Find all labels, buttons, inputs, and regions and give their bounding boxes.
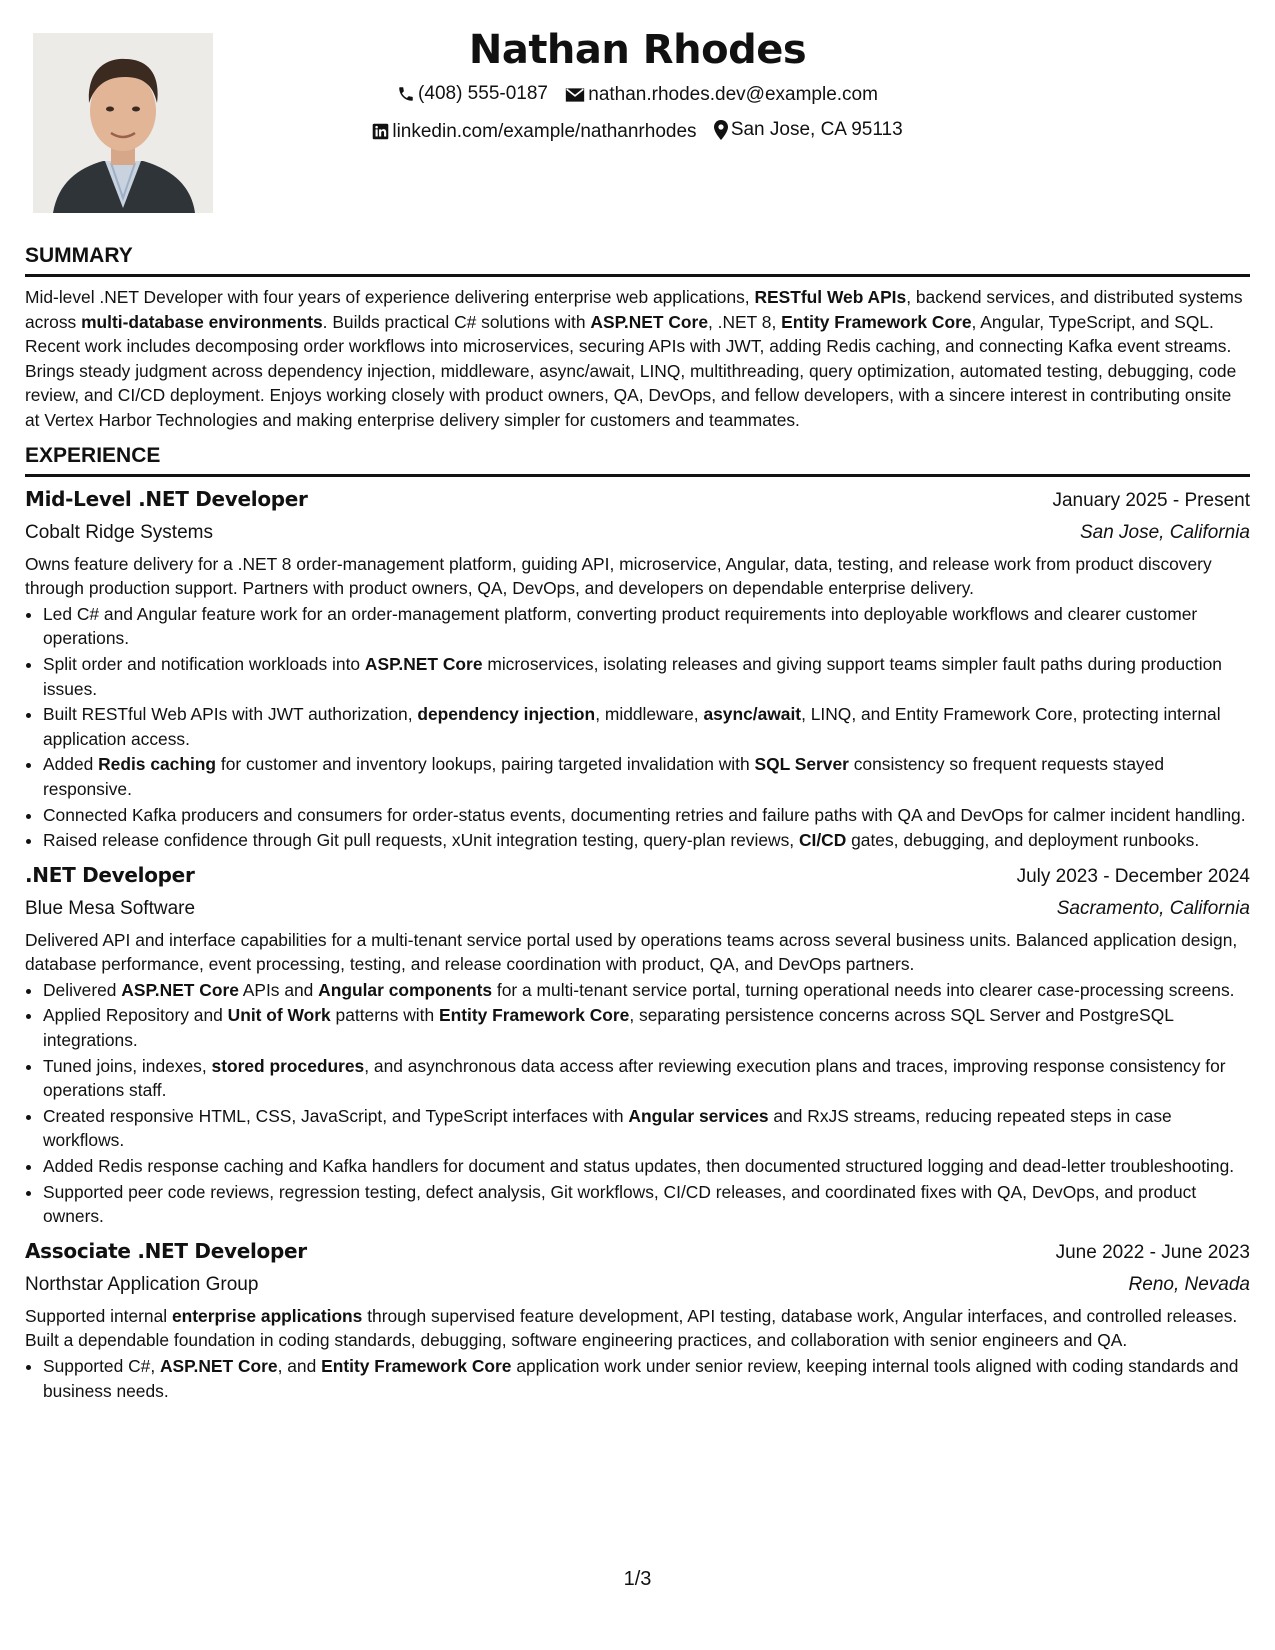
job-location: San Jose, California: [1079, 521, 1250, 543]
job-bullet: • Supported peer code reviews, regression testing, defect analysis, Git workflows, CI/CD releases, and coordinated fixes with QA, DevOps, and product owners.: [43, 1180, 1250, 1229]
job-dates: June 2022 - June 2023: [1055, 1241, 1250, 1263]
job-company-row: [25, 1269, 1250, 1300]
job-company-row: [25, 893, 1250, 924]
summary-text: Mid-level .NET Developer with four years of experience delivering enterprise web applications, RESTful Web APIs, backend services, and distributed systems across multi-database environments. Builds practical C# solutions with ASP.NET Core, .NET 8, Entity Framework Core, Angular, TypeScript, and SQL. Recent work includes decomposing order workflows into microservices, securing APIs with JWT, adding Redis caching, and connecting Kafka event streams. Brings steady judgment across dependency injection, middleware, async/await, LINQ, multithreading, query optimization, automated testing, debugging, code review, and CI/CD deployment. Enjoys working closely with product owners, QA, DevOps, and fellow developers, with a sincere interest in contributing onsite at Vertex Harbor Technologies and making enterprise delivery simpler for customers and teammates.: [25, 287, 1243, 430]
job-dates: July 2023 - December 2024: [1016, 865, 1250, 887]
job-title: Mid-Level .NET Developer: [25, 486, 308, 511]
linkedin-item[interactable]: [372, 116, 696, 148]
linkedin-icon: [372, 123, 389, 140]
email-link[interactable]: nathan.rhodes.dev@example.com: [588, 84, 878, 105]
page-number: 1/3: [623, 1568, 652, 1590]
phone-text: (408) 555-0187: [418, 83, 548, 104]
job-description: Delivered API and interface capabilities for a multi-tenant service portal used by operations teams across several business units. Balanced application design, database performance, event processing, testing, and release coordination with product, QA, and DevOps partners.: [25, 929, 1238, 975]
resume-header: [25, 22, 1250, 151]
job-bullet: • Applied Repository and Unit of Work patterns with Entity Framework Core, separating persistence concerns across SQL Server and PostgreSQL integrations.: [43, 1003, 1250, 1052]
job-bullet: • Added Redis response caching and Kafka handlers for document and status updates, then documented structured logging and dead-letter troubleshooting.: [43, 1154, 1250, 1179]
experience-list: [25, 483, 1250, 1404]
job-title: .NET Developer: [25, 862, 195, 887]
job-bullet: • Tuned joins, indexes, stored procedures, and asynchronous data access after reviewing execution plans and traces, improving response consistency for operations staff.: [43, 1054, 1250, 1103]
job-title-row: [25, 859, 1250, 893]
candidate-name: Nathan Rhodes: [468, 27, 807, 73]
job-bullet: • Connected Kafka producers and consumers for order-status events, documenting retries and failure paths with QA and DevOps for calmer incident handling.: [43, 803, 1250, 828]
job-bullet: • Delivered ASP.NET Core APIs and Angular components for a multi-tenant service portal, turning operational needs into clearer case-processing screens.: [43, 978, 1250, 1003]
job-bullet: • Supported C#, ASP.NET Core, and Entity Framework Core application work under senior review, keeping internal tools aligned with coding standards and business needs.: [43, 1354, 1250, 1403]
job-bullet: • Raised release confidence through Git pull requests, xUnit integration testing, query-plan reviews, CI/CD gates, debugging, and deployment runbooks.: [43, 828, 1250, 853]
job-bullet-list: [25, 978, 1250, 1229]
job-entry: [25, 859, 1250, 1229]
job-company: Blue Mesa Software: [25, 897, 196, 919]
job-bullet: • Split order and notification workloads into ASP.NET Core microservices, isolating releases and giving support teams simpler fault paths during production issues.: [43, 652, 1250, 701]
summary-heading: SUMMARY: [25, 243, 1250, 277]
linkedin-link[interactable]: linkedin.com/example/nathanrhodes: [392, 120, 697, 142]
location-text: San Jose, CA 95113: [730, 119, 903, 140]
phone-item: [397, 78, 548, 110]
phone-icon: [397, 85, 415, 103]
job-description: Supported internal enterprise applications through supervised feature development, API testing, database work, Angular interfaces, and controlled releases. Built a dependable foundation in coding standards, debugging, software engineering practices, and collaboration with senior engineers and QA.: [25, 1305, 1238, 1351]
job-bullet-list: [25, 1354, 1250, 1403]
resume-content: [25, 243, 1250, 1404]
job-location: Reno, Nevada: [1128, 1273, 1250, 1295]
email-item[interactable]: [565, 79, 878, 111]
job-bullet-list: [25, 602, 1250, 853]
job-bullet: • Led C# and Angular feature work for an order-management platform, converting product requirements into deployable workflows and clearer customer operations.: [43, 602, 1250, 651]
job-company-row: [25, 517, 1250, 548]
job-company: Cobalt Ridge Systems: [25, 521, 213, 543]
job-location: Sacramento, California: [1056, 897, 1250, 919]
contact-line-2: [25, 114, 1250, 151]
job-bullet: • Created responsive HTML, CSS, JavaScript, and TypeScript interfaces with Angular services and RxJS streams, reducing repeated steps in case workflows.: [43, 1104, 1250, 1153]
location-item: [714, 114, 903, 146]
job-dates: January 2025 - Present: [1052, 489, 1250, 511]
job-title-row: [25, 1235, 1250, 1269]
job-title-row: [25, 483, 1250, 517]
job-entry: [25, 483, 1250, 853]
envelope-icon: [565, 87, 585, 103]
map-pin-icon: [714, 120, 728, 140]
contact-line-1: [25, 78, 1250, 114]
job-company: Northstar Application Group: [25, 1273, 259, 1295]
job-title: Associate .NET Developer: [25, 1238, 307, 1263]
job-description: Owns feature delivery for a .NET 8 order-management platform, guiding API, microservice, Angular, data, testing, and release work from product discovery through production support. Partners with product owners, QA, DevOps, and developers on dependable enterprise delivery.: [25, 553, 1212, 599]
resume-page: [25, 0, 1250, 1650]
experience-heading: EXPERIENCE: [25, 443, 1250, 477]
job-entry: [25, 1235, 1250, 1403]
job-bullet: • Added Redis caching for customer and inventory lookups, pairing targeted invalidation with SQL Server consistency so frequent requests stayed responsive.: [43, 752, 1250, 801]
job-bullet: • Built RESTful Web APIs with JWT authorization, dependency injection, middleware, async/await, LINQ, and Entity Framework Core, protecting internal application access.: [43, 702, 1250, 751]
